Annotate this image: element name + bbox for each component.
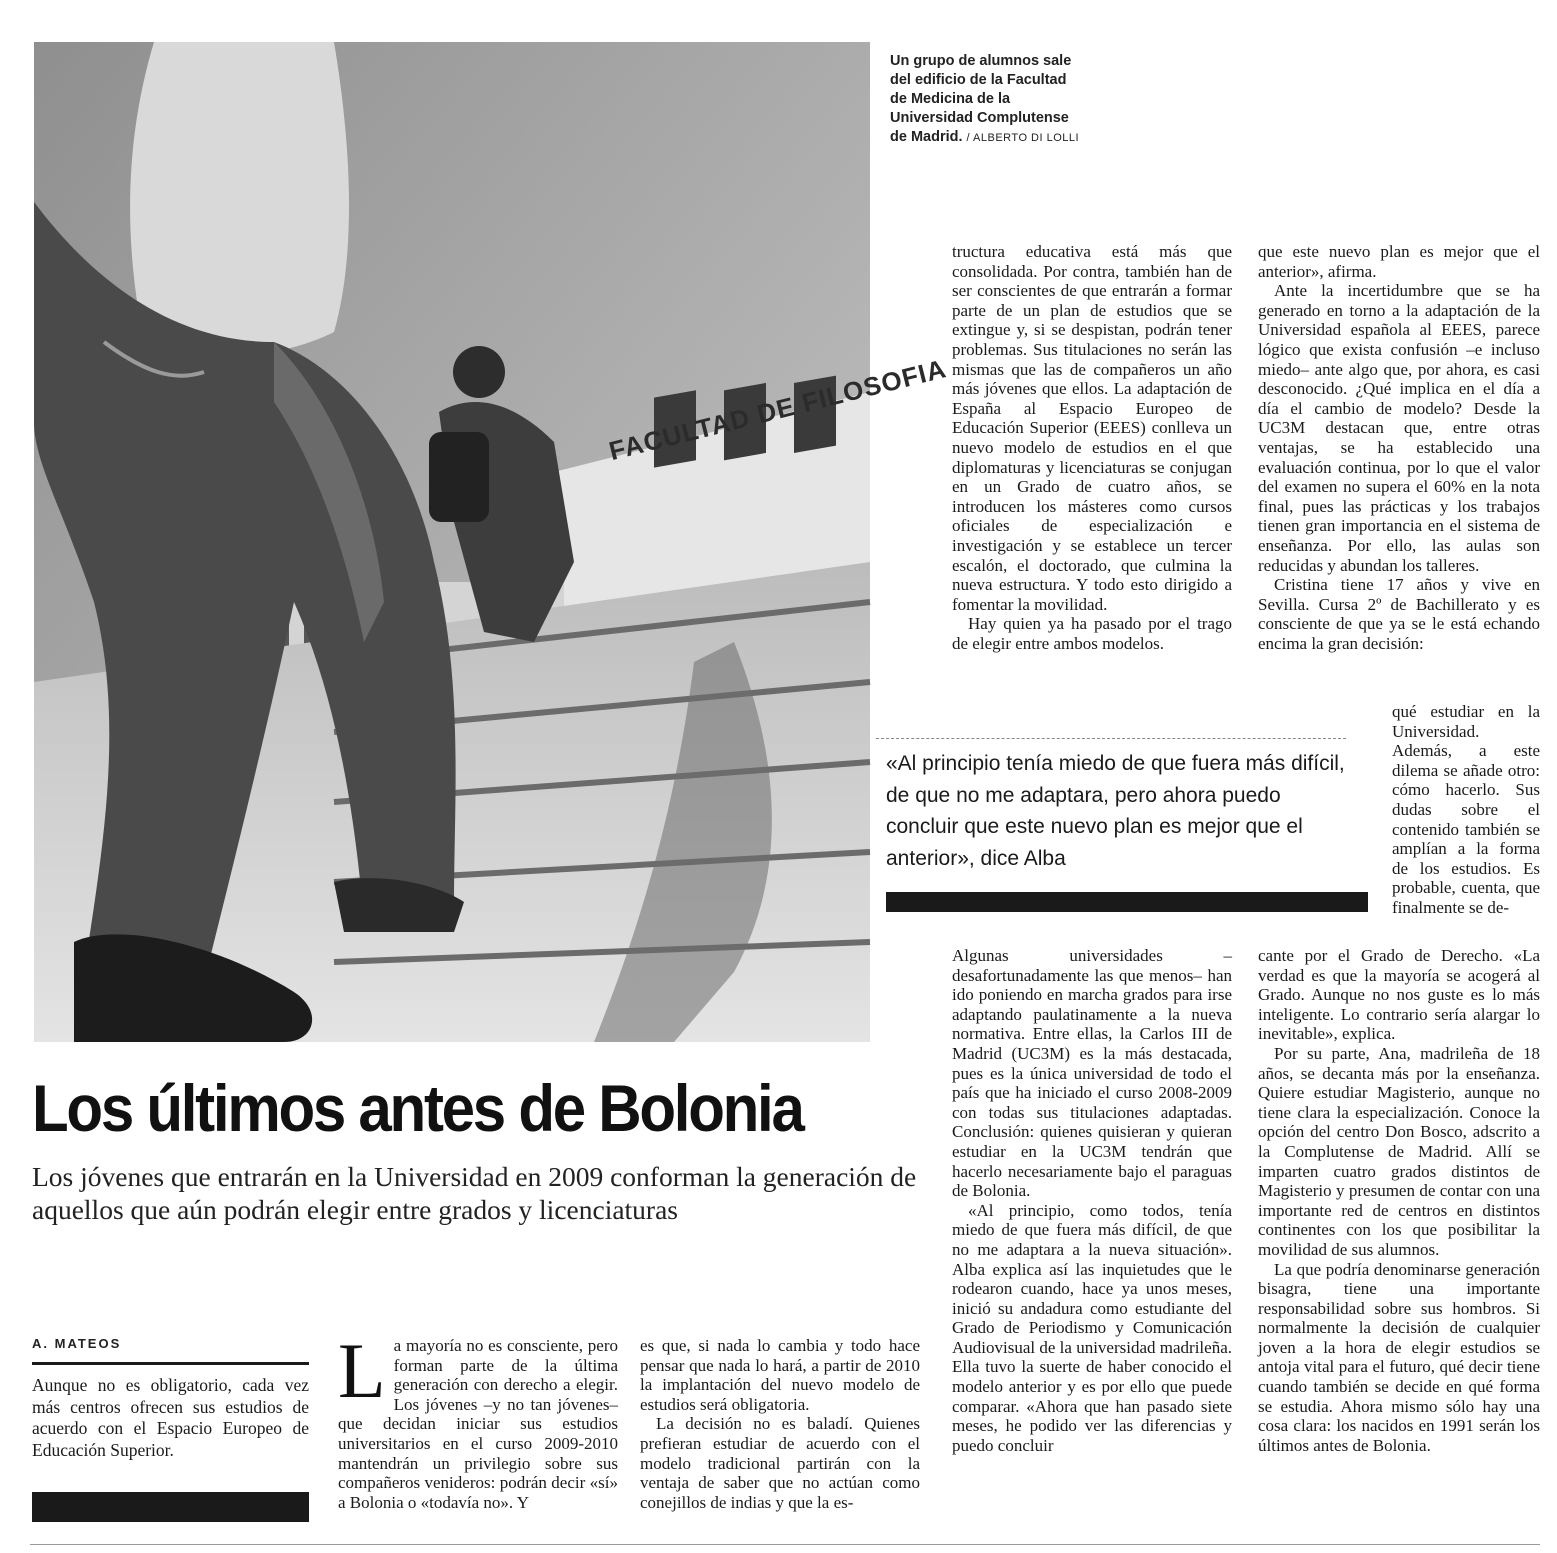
body-paragraph: «Al principio, como todos, tenía miedo de que fuera más difícil, de que no me adaptara a la nueva situación». Alba explica así las inquietudes que le rodearon cuando, hace ya unos meses, inició su andadura como estudiante del Grado de Periodismo y Comunicación Audiovisual de la universidad madrileña. Ella tuvo la suerte de haber conocido el modelo anterior y es por ello que puede comparar. «Ahora que han pasado siete meses, he podido ver las diferencias y puedo concluir xyxy=(952,1200,1232,1455)
summary-bar xyxy=(32,1492,309,1522)
body-paragraph xyxy=(338,1327,618,1512)
body-paragraph: cante por el Grado de Derecho. «La verdad es que la mayoría se acogerá al Grado. Aunque no nos guste es lo más inteligente. Lo contrario sería alargar lo inevitable», explica. xyxy=(1258,946,1540,1044)
body-column-0 xyxy=(338,1327,618,1512)
body-paragraph: Por su parte, Ana, madrileña de 18 años, se decanta más por la enseñanza. Quiere estudiar Magisterio, aunque no tiene clara la especialización. Conoce la opción del centro Don Bosco, adscrito a la Complutense de Madrid. Allí se imparten cuatro grados distintos de Magisterio y presumen de contar con una importante red de centros en distintos continentes con los que posibilitar la movilidad de sus alumnos. xyxy=(1258,1043,1540,1259)
headline: Los últimos antes de Bolonia xyxy=(32,1071,803,1145)
body-column-3-narrow xyxy=(1392,702,1540,918)
pullquote-rule xyxy=(876,738,1346,739)
body-column-2-top xyxy=(952,242,1232,653)
pullquote-bar xyxy=(886,892,1368,912)
body-paragraph: Hay quien ya ha pasado por el trago de elegir entre ambos modelos. xyxy=(952,614,1232,653)
body-paragraph: Cristina tiene 17 años y vive en Sevilla. Cursa 2º de Bachillerato y es consciente de que ya se le está echando encima la gran decisión: xyxy=(1258,575,1540,653)
body-text: a mayoría no es consciente, pero forman parte de la última generación con derecho a elegir. Los jóvenes –y no tan jóvenes– que decidan iniciar sus estudios universitarios en el curso 2009-2010 mantendrán un privilegio sobre sus compañeros venideros: podrán decir «sí» a Bolonia o «todavía no». Y xyxy=(338,1336,618,1512)
byline-rule xyxy=(32,1362,309,1365)
body-paragraph: tructura educativa está más que consolidada. Por contra, también han de ser conscientes de que entrarán a formar parte de un plan de estudios que se extingue y, si se despistan, podrán tener problemas. Sus titulaciones no serán las mismas que las de compañeros un año más jóvenes que ellos. La adaptación de España al Espacio Europeo de Educación Superior (EEES) conlleva un nuevo modelo de estudios en el que diplomaturas y licenciaturas se conjugan en un Grado de cuatro años, se introducen los másteres como cursos oficiales de especialización e investigación y se establece un tercer escalón, el doctorado, que culmina la nueva estructura. Y todo esto dirigido a fomentar la movilidad. xyxy=(952,242,1232,614)
summary: Aunque no es obligatorio, cada vez más centros ofrecen sus estudios de acuerdo con el Espacio Europeo de Educación Superior. xyxy=(32,1375,309,1460)
dropcap: L xyxy=(338,1327,386,1414)
body-column-3-top xyxy=(1258,242,1540,653)
caption-text: Un grupo de alumnos sale del edificio de la Facultad de Medicina de la Universidad Complutense de Madrid. xyxy=(890,53,1072,145)
body-paragraph: es que, si nada lo cambia y todo hace pensar que nada lo hará, a partir de 2010 la implantación del nuevo modelo de estudios será obligatoria. xyxy=(640,1336,920,1414)
body-paragraph: La que podría denominarse generación bisagra, tiene una importante responsabilidad sobre sus hombros. Si normalmente la decisión de cualquier joven a la hora de elegir estudios se antoja vital para el futuro, qué decir tiene cuando también se decide en qué forma se estudia. Ahora mismo sólo hay una cosa clara: los nacidos en 1991 serán los últimos antes de Bolonia. xyxy=(1258,1259,1540,1455)
bottom-rule xyxy=(30,1544,1540,1545)
body-column-3-bottom xyxy=(1258,946,1540,1455)
photo-credit: / ALBERTO DI LOLLI xyxy=(966,132,1080,144)
deck-subheadline: Los jóvenes que entrarán en la Universidad en 2009 conforman la generación de aquellos que aún podrán elegir entre grados y licenciaturas xyxy=(32,1161,917,1225)
byline: A. MATEOS xyxy=(32,1336,122,1351)
building-sign-text: FACULTAD DE FILOSOFIA xyxy=(606,353,950,467)
photo-caption xyxy=(890,52,1080,148)
body-paragraph: qué estudiar en la Universidad. Además, a este dilema se añade otro: cómo hacerlo. Sus dudas sobre el contenido también se amplían a la forma de los estudios. Es probable, cuenta, que finalmente se de- xyxy=(1392,702,1540,917)
body-paragraph: Algunas universidades –desafortunadamente las que menos– han ido poniendo en marcha grados para irse adaptando paulatinamente a la nueva normativa. Entre ellas, la Carlos III de Madrid (UC3M) es la más destacada, pues es la única universidad de todo el país que ha iniciado el curso 2008-2009 con todas sus titulaciones adaptadas. Conclusión: quienes quisieran y quieran estudiar en la UC3M tendrán que hacerlo necesariamente bajo el paraguas de Bolonia. xyxy=(952,946,1232,1201)
body-paragraph: La decisión no es baladí. Quienes prefieran estudiar de acuerdo con el modelo tradicional partirán con la ventaja de saber que no actúan como conejillos de indias y que la es- xyxy=(640,1414,920,1512)
photo xyxy=(34,42,950,1042)
body-column-2-bottom xyxy=(952,946,1232,1455)
body-paragraph: Ante la incertidumbre que se ha generado en torno a la adaptación de la Universidad española al EEES, parece lógico que exista confusión –e incluso miedo– ante algo que, por ahora, es casi desconocido. ¿Qué implica en el día a día el cambio de modelo? Desde la UC3M destacan que, entre otras ventajas, se ha establecido una evaluación continua, por lo que el valor del examen no supera el 60% en la nota final, pues las prácticas y los trabajos tienen gran importancia en el sistema de enseñanza. Por ello, las aulas son reducidas y abundan los talleres. xyxy=(1258,281,1540,575)
body-paragraph: que este nuevo plan es mejor que el anterior», afirma. xyxy=(1258,242,1540,281)
photo-illustration xyxy=(34,42,870,1042)
pullquote: «Al principio tenía miedo de que fuera más difícil, de que no me adaptara, pero ahora puedo concluir que este nuevo plan es mejor que el anterior», dice Alba xyxy=(886,752,1345,870)
body-column-1 xyxy=(640,1336,920,1512)
